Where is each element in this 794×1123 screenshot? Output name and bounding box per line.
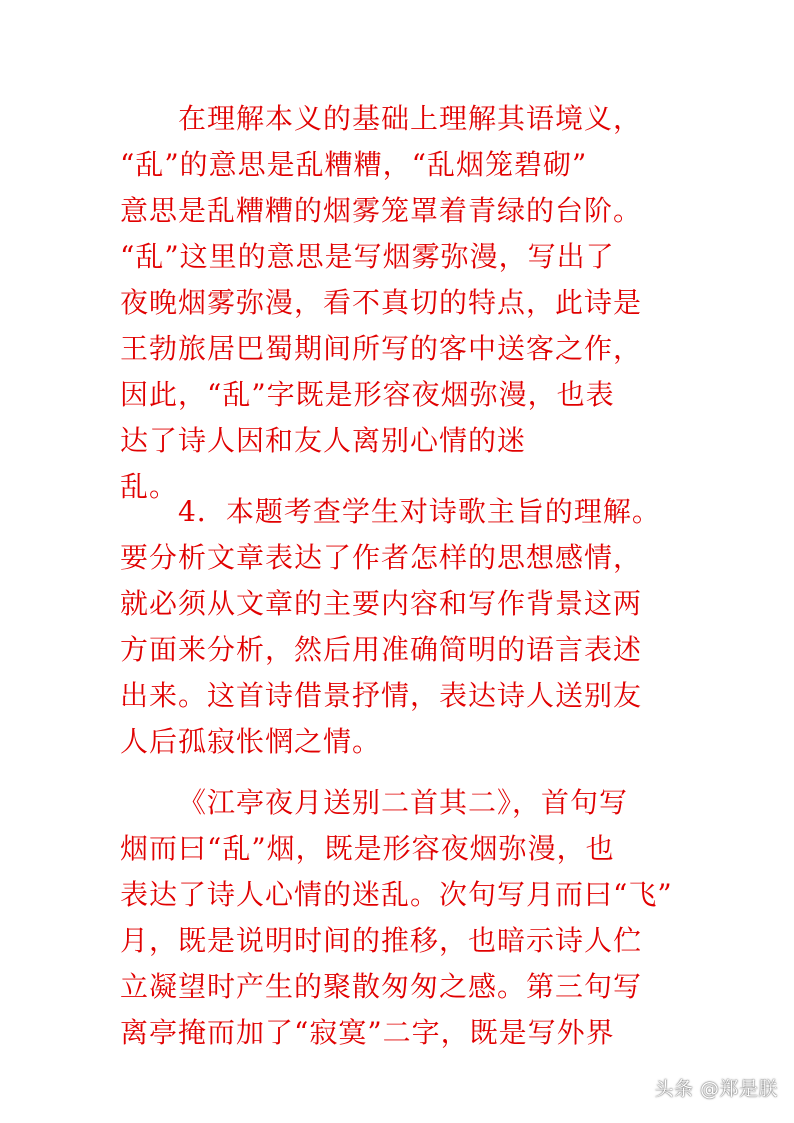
text-line: “乱”这里的意思是写烟雾弥漫，写出了 xyxy=(120,240,615,273)
text-line: 离亭掩而加了“寂寞”二字，既是写外界 xyxy=(120,1016,615,1049)
text-line: 要分析文章表达了作者怎样的思想感情， xyxy=(120,541,643,574)
paragraph-3 xyxy=(120,780,680,1056)
watermark: 头条 @郑是朕 xyxy=(654,1078,778,1100)
text-line: 方面来分析，然后用准确简明的语言表述 xyxy=(120,633,643,666)
text-line: 在理解本义的基础上理解其语境义， xyxy=(178,102,643,135)
text-line: 王勃旅居巴蜀期间所写的客中送客之作， xyxy=(120,332,643,365)
text-line: 出来。这首诗借景抒情，表达诗人送别友 xyxy=(120,679,643,712)
text-line: 月，既是说明时间的推移，也暗示诗人伫 xyxy=(120,924,643,957)
paragraph-2 xyxy=(120,489,680,765)
text-line: 立凝望时产生的聚散匆匆之感。第三句写 xyxy=(120,970,643,1003)
text-line: 达了诗人因和友人离别心情的迷 xyxy=(120,424,527,457)
text-line: 4．本题考查学生对诗歌主旨的理解。 xyxy=(178,495,661,528)
text-line: 烟而曰“乱”烟，既是形容夜烟弥漫，也 xyxy=(120,832,615,865)
text-line: 因此，“乱”字既是形容夜烟弥漫，也表 xyxy=(120,378,615,411)
text-line: 就必须从文章的主要内容和写作背景这两 xyxy=(120,587,643,620)
text-line: 乱。 xyxy=(120,470,179,503)
text-line: 表达了诗人心情的迷乱。次句写月而曰“飞” xyxy=(120,878,673,911)
text-line: 意思是乱糟糟的烟雾笼罩着青绿的台阶。 xyxy=(120,194,643,227)
text-line: 夜晚烟雾弥漫，看不真切的特点，此诗是 xyxy=(120,286,643,319)
text-line: “乱”的意思是乱糟糟，“乱烟笼碧砌” xyxy=(120,148,588,181)
paragraph-1 xyxy=(120,96,680,510)
text-line: 人后孤寂怅惘之情。 xyxy=(120,725,382,758)
text-line: 《江亭夜月送别二首其二》，首句写 xyxy=(178,786,629,819)
